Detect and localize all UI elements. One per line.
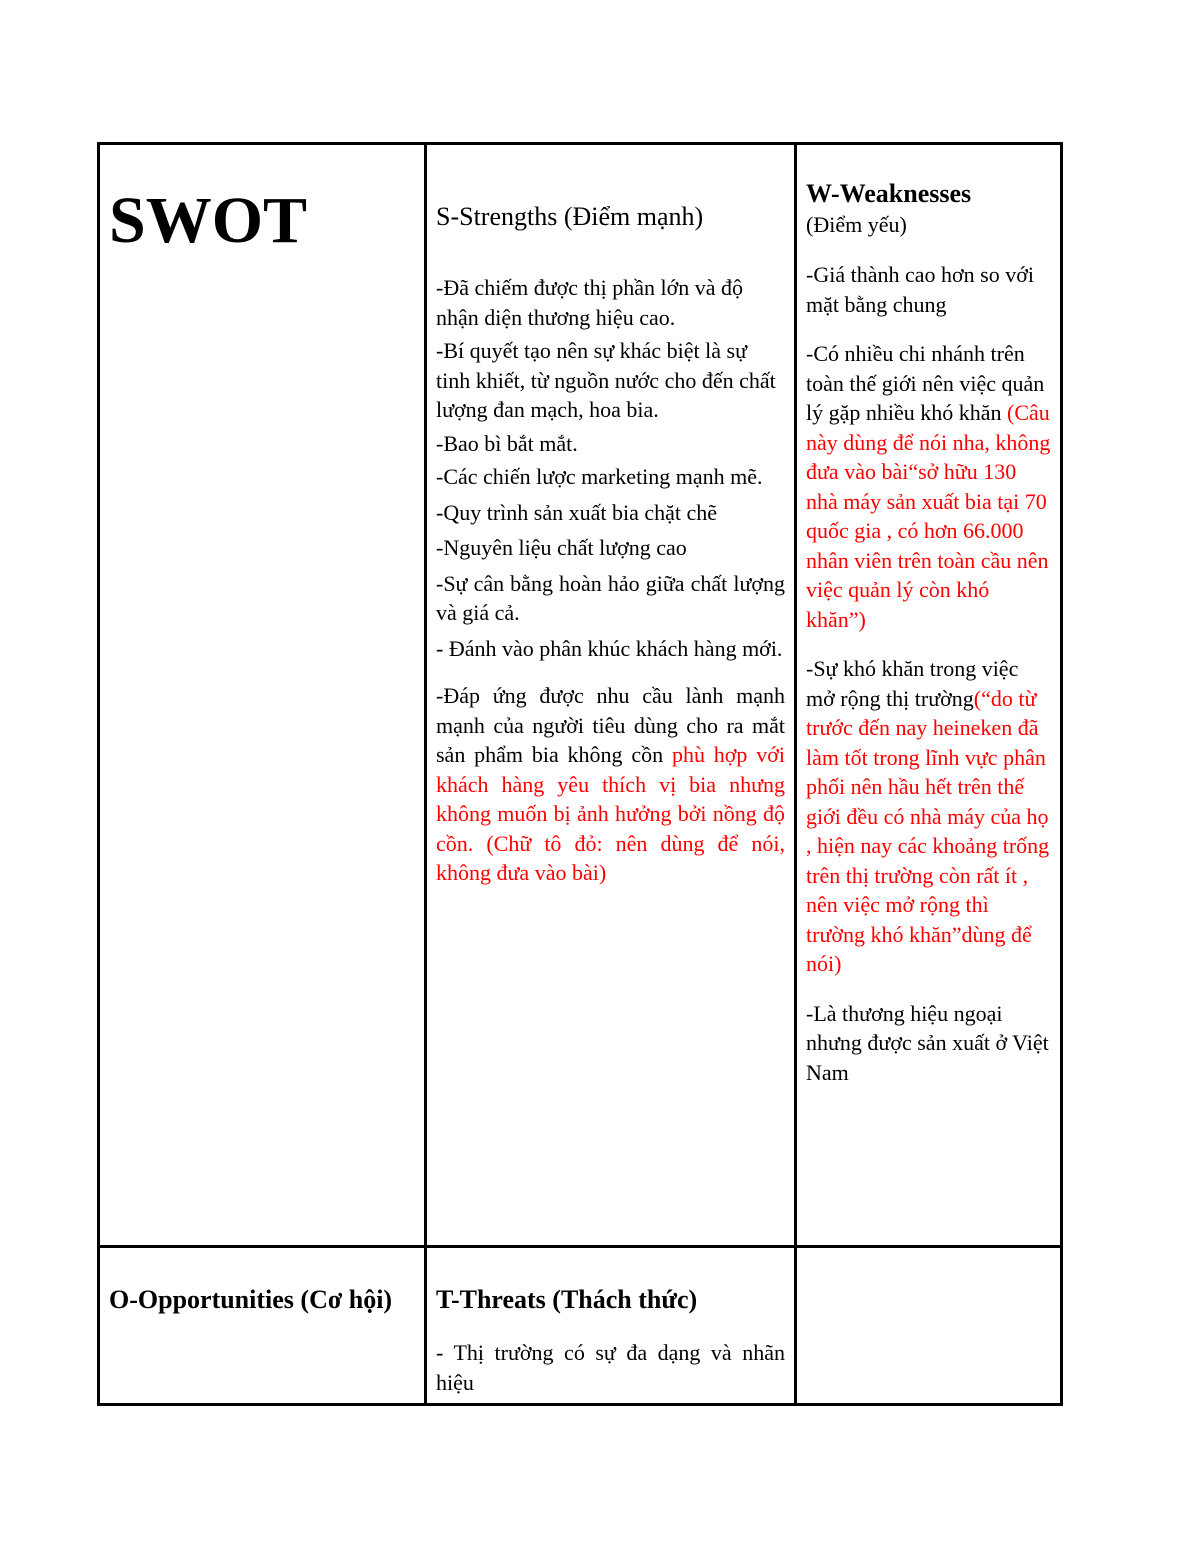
weakness-text: -Sự khó khăn trong việc mở rộng thị trường (806, 656, 1019, 711)
strength-text: -Đáp ứng được nhu cầu lành mạnh mạnh của người tiêu dùng cho ra mắt sản phẩm bia không cồn (436, 683, 785, 767)
threats-heading: T-Threats (Thách thức) (436, 1285, 698, 1314)
table-row (99, 1247, 1062, 1405)
weaknesses-heading: W-Weaknesses (806, 179, 972, 208)
opportunities-heading: O-Opportunities (Cơ hội) (109, 1285, 393, 1314)
swot-table (97, 142, 1063, 1406)
list-item: - Đánh vào phân khúc khách hàng mới. (436, 635, 783, 661)
list-item (436, 681, 785, 888)
list-item: -Bao bì bắt mắt. (436, 430, 578, 456)
list-item: -Là thương hiệu ngoại nhưng được sản xuất ở Việt Nam (806, 1000, 1049, 1085)
list-item: -Quy trình sản xuất bia chặt chẽ (436, 499, 718, 525)
strengths-heading: S-Strengths (Điểm mạnh) (436, 202, 704, 231)
list-item: -Đã chiếm được thị phần lớn và độ nhận diện thương hiệu cao. (436, 275, 744, 330)
list-item: -Các chiến lược marketing mạnh mẽ. (436, 464, 763, 489)
weaknesses-subheading: (Điểm yếu) (806, 212, 907, 237)
list-item: -Nguyên liệu chất lượng cao (436, 535, 687, 560)
swot-title: SWOT (109, 184, 308, 257)
weaknesses-cell (796, 144, 1062, 1247)
list-item (806, 654, 1051, 979)
speaker-note-text: phù hợp với khách hàng yêu thích vị bia nhưng không muốn bị ảnh hưởng bởi nồng độ cồn. (Chữ tô đỏ: nên dùng để nói, không đưa vào bài) (436, 742, 785, 885)
swot-title-cell (99, 144, 426, 1247)
list-item: -Giá thành cao hơn so với mặt bằng chung (806, 262, 1034, 317)
speaker-note-text: (Câu này dùng để nói nha, không đưa vào bài“sở hữu 130 nhà máy sản xuất bia tại 70 quốc gia , có hơn 66.000 nhân viên trên toàn cầu nên việc quản lý còn khó khăn”) (806, 400, 1051, 632)
table-row (99, 144, 1062, 1247)
list-item: -Bí quyết tạo nên sự khác biệt là sự tinh khiết, từ nguồn nước cho đến chất lượng đan mạch, hoa bia. (436, 338, 776, 422)
weakness-text: -Có nhiều chi nhánh trên toàn thế giới nên việc quản lý gặp nhiều khó khăn (806, 341, 1045, 425)
strengths-list (436, 273, 785, 888)
threats-cell (426, 1247, 796, 1405)
empty-cell (796, 1247, 1062, 1405)
list-item (806, 339, 1051, 634)
list-item: - Thị trường có sự đa dạng và nhãn hiệu (436, 1340, 785, 1395)
opportunities-cell (99, 1247, 426, 1405)
strengths-cell (426, 144, 796, 1247)
list-item: -Sự cân bằng hoàn hảo giữa chất lượng và giá cả. (436, 570, 785, 625)
speaker-note-text: (“do từ trước đến nay heineken đã làm tốt trong lĩnh vực phân phối nên hầu hết trên thế giới đều có nhà máy của họ , hiện nay các khoảng trống trên thị trường còn rất ít , nên việc mở rộng thì trường khó khăn”dùng để nói) (806, 685, 1050, 976)
